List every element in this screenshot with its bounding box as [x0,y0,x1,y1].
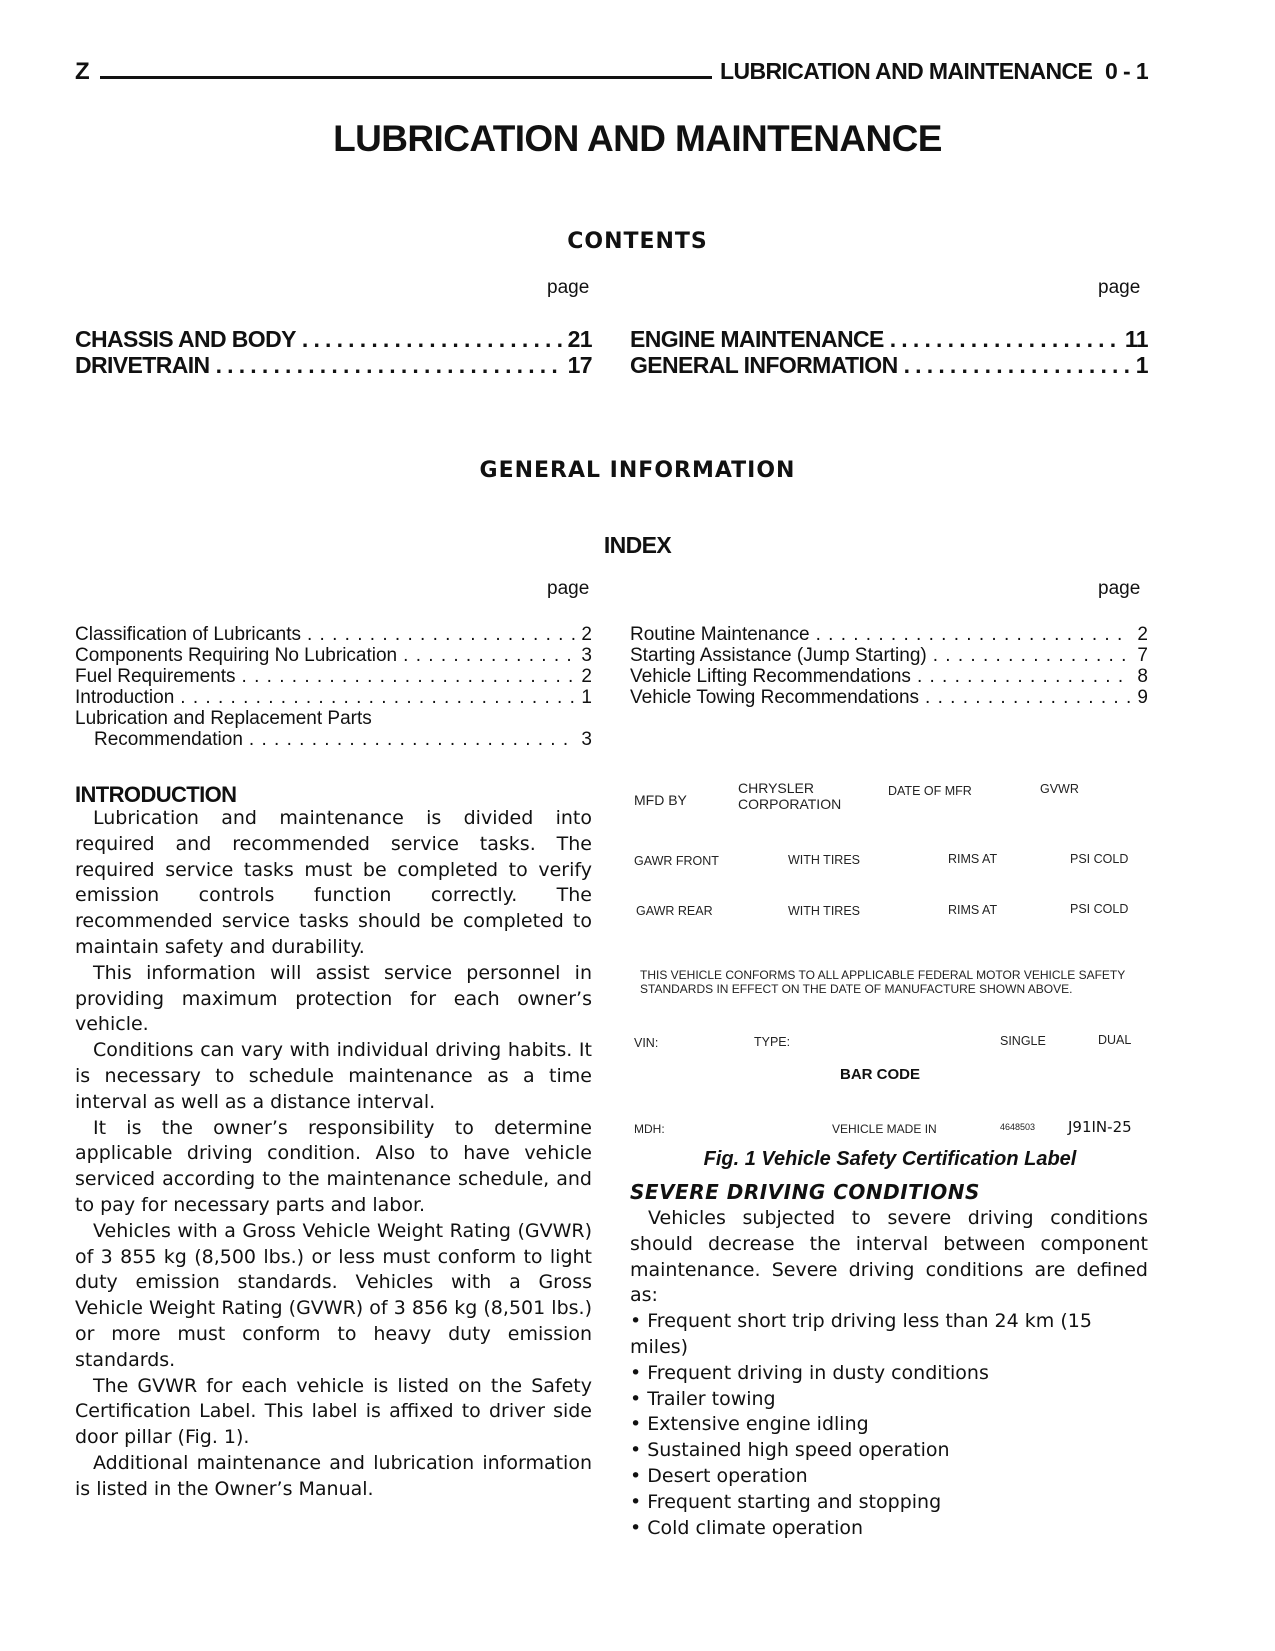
introduction-paragraph: Lubrication and maintenance is divided into required and recommended service tasks. The required service tasks must be completed to verify emission controls function correctly. The recommended service tasks should be completed to maintain safety and durability. [75,807,592,958]
label-single: SINGLE [1000,1034,1046,1048]
label-dual: DUAL [1098,1033,1132,1047]
contents-right-list [630,326,1148,378]
index-entry-page: 2 [581,666,592,687]
index-page-label-left: page [547,578,590,599]
index-right-list [630,624,1148,708]
general-information-heading: GENERAL INFORMATION [479,458,796,483]
index-entry-label: Vehicle Lifting Recommendations [630,666,911,687]
contents-entry-page: 17 [567,352,592,378]
list-item: • Frequent short trip driving less than 24 km (15 miles) [630,1309,1148,1361]
list-item: • Extensive engine idling [630,1412,1148,1438]
index-entry[interactable] [75,687,592,708]
label-bar-code: BAR CODE [840,1066,921,1083]
contents-entry-label: GENERAL INFORMATION [630,352,898,378]
introduction-paragraph: The GVWR for each vehicle is listed on the Safety Certification Label. This label is affixed to driver side door pillar (Fig. 1). [75,1374,592,1449]
severe-driving-heading: SEVERE DRIVING CONDITIONS [630,1180,980,1204]
index-entry-page: 2 [1137,624,1148,645]
introduction-paragraph: It is the owner’s responsibility to determine applicable driving condition. Also to have vehicle serviced according to the maintenance schedule, and to pay for necessary parts and labor. [75,1116,592,1216]
introduction-body [75,806,592,1503]
index-entry-page: 3 [581,645,592,666]
contents-heading: CONTENTS [567,229,708,254]
contents-page-label-right: page [1098,277,1141,298]
index-entry-page: 7 [1137,645,1148,666]
severe-conditions-list [630,1309,1148,1541]
label-rims-at-rear: RIMS AT [948,903,998,917]
index-entry-label: Fuel Requirements [75,666,236,687]
index-heading: INDEX [603,532,672,558]
contents-entry[interactable] [75,326,592,352]
contents-entry-page: 21 [567,326,592,352]
contents-entry[interactable] [75,352,592,378]
index-page-label-right: page [1098,578,1141,599]
label-part-number: 4648503 [1000,1122,1036,1132]
index-entry[interactable] [630,666,1148,687]
label-psi-cold-front: PSI COLD [1070,852,1129,866]
label-gawr-rear: GAWR REAR [636,904,713,918]
label-manufacturer-line2: CORPORATION [738,796,842,812]
label-conform-line2: STANDARDS IN EFFECT ON THE DATE OF MANUFACTURE SHOWN ABOVE. [640,982,1073,996]
index-entry-continued[interactable] [75,708,592,729]
list-item: • Trailer towing [630,1387,1148,1413]
label-mfd-by: MFD BY [634,792,687,808]
header-rule [100,76,712,79]
list-item: • Frequent starting and stopping [630,1490,1148,1516]
list-item: • Desert operation [630,1464,1148,1490]
label-conform-line1: THIS VEHICLE CONFORMS TO ALL APPLICABLE FEDERAL MOTOR VEHICLE SAFETY [640,968,1126,982]
label-gawr-front: GAWR FRONT [634,854,719,868]
label-manufacturer-line1: CHRYSLER [738,780,814,796]
safety-certification-label-figure [630,780,1150,1150]
introduction-paragraph: Conditions can vary with individual driving habits. It is necessary to schedule maintenance as a time interval as well as a distance interval. [75,1039,592,1113]
index-entry-page: 9 [1137,687,1148,708]
label-rims-at-front: RIMS AT [948,852,998,866]
label-date-of-mfr: DATE OF MFR [888,784,972,798]
index-entry-label: Classification of Lubricants [75,624,301,645]
index-entry-label: Lubrication and Replacement Parts [75,708,372,729]
label-vin: VIN: [634,1036,659,1050]
index-entry[interactable] [630,624,1148,645]
label-psi-cold-rear: PSI COLD [1070,902,1129,916]
index-entry-page: 8 [1137,666,1148,687]
page-number: 0 - 1 [1105,58,1149,84]
label-vehicle-made-in: VEHICLE MADE IN [832,1122,937,1136]
page-title: LUBRICATION AND MAINTENANCE [333,118,942,159]
introduction-paragraph: Vehicles with a Gross Vehicle Weight Rating (GVWR) of 3 855 kg (8,500 lbs.) or less must conform to light duty emission standards. Vehicles with a Gross Vehicle Weight Rating (GVWR) of 3 856 kg (8,501 lbs.) or more must conform to heavy duty emission standards. [75,1219,592,1371]
contents-entry-page: 1 [1135,352,1148,378]
index-entry-page: 2 [581,624,592,645]
introduction-paragraph: Additional maintenance and lubrication information is listed in the Owner’s Manual. [75,1451,592,1500]
running-title: LUBRICATION AND MAINTENANCE [720,58,1093,84]
contents-page-label-left: page [547,277,590,298]
index-entry[interactable] [75,645,592,666]
label-with-tires-front: WITH TIRES [788,853,860,867]
contents-entry-page: 11 [1124,326,1148,352]
label-mdh: MDH: [634,1122,665,1136]
figure-caption: Fig. 1 Vehicle Safety Certification Label [703,1148,1077,1170]
index-entry-label: Recommendation [94,729,243,750]
contents-left-list [75,326,592,378]
index-left-list [75,624,592,750]
index-entry-page: 3 [581,729,592,750]
contents-entry-label: CHASSIS AND BODY [75,326,296,352]
introduction-heading: INTRODUCTION [75,782,237,807]
label-gvwr: GVWR [1040,782,1079,796]
index-entry[interactable] [75,624,592,645]
contents-entry-label: DRIVETRAIN [75,352,210,378]
list-item: • Cold climate operation [630,1516,1148,1542]
introduction-paragraph: This information will assist service personnel in providing maximum protection for each owner’s vehicle. [75,961,592,1036]
list-item: • Sustained high speed operation [630,1438,1148,1464]
index-entry[interactable] [75,729,592,750]
index-entry[interactable] [630,687,1148,708]
index-entry[interactable] [630,645,1148,666]
severe-driving-body [630,1206,1148,1541]
contents-entry[interactable] [630,326,1148,352]
section-letter: Z [75,58,90,85]
label-with-tires-rear: WITH TIRES [788,904,860,918]
index-entry[interactable] [75,666,592,687]
list-item: • Frequent driving in dusty conditions [630,1361,1148,1387]
figure-code: J91IN-25 [1068,1118,1132,1136]
index-entry-page: 1 [581,687,592,708]
index-entry-label: Routine Maintenance [630,624,810,645]
index-entry-label: Starting Assistance (Jump Starting) [630,645,927,666]
index-entry-label: Vehicle Towing Recommendations [630,687,920,708]
contents-entry[interactable] [630,352,1148,378]
contents-entry-label: ENGINE MAINTENANCE [630,326,884,352]
index-entry-label: Components Requiring No Lubrication [75,645,398,666]
severe-driving-intro: Vehicles subjected to severe driving conditions should decrease the interval between component maintenance. Severe driving conditions are defined as: [630,1207,1148,1307]
label-type: TYPE: [754,1035,791,1049]
index-entry-label: Introduction [75,687,175,708]
